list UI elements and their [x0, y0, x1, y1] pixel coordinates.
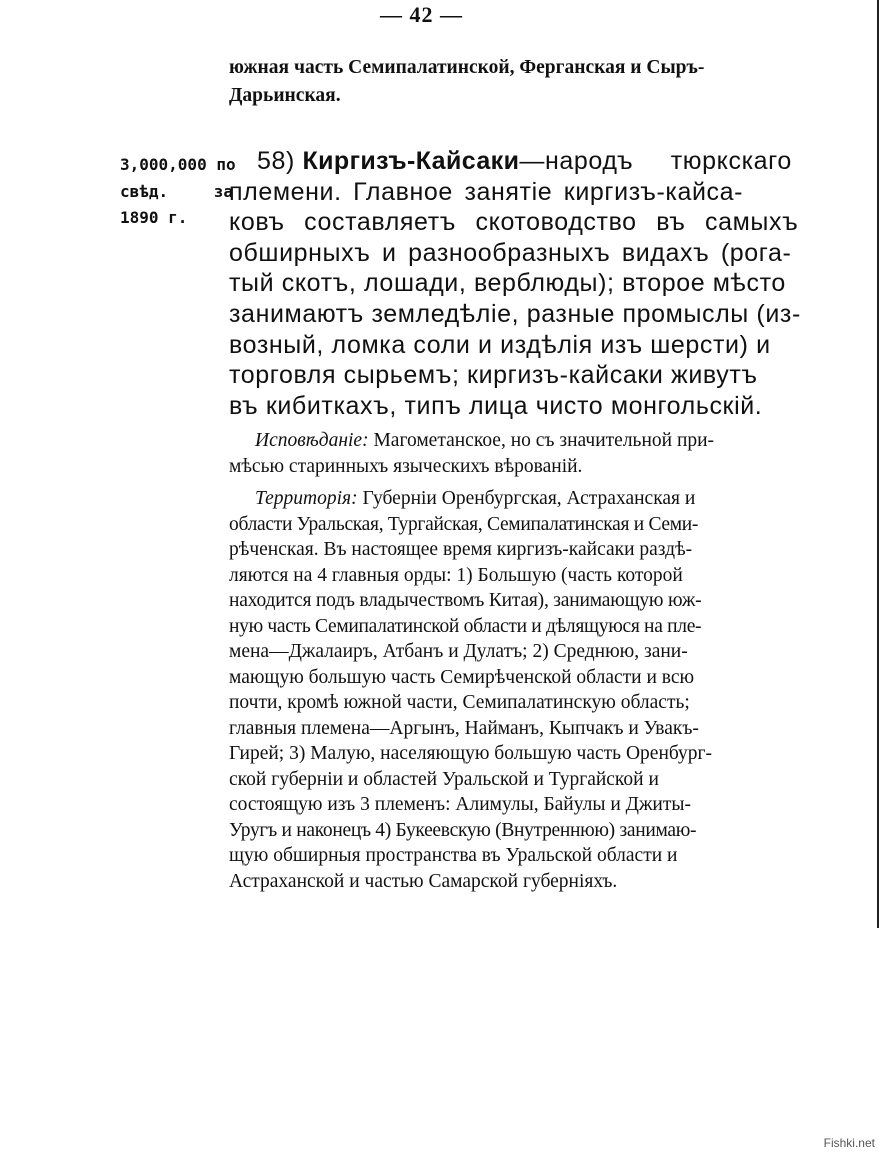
entry-line: племени. Главное занятіе киргизъ-кайса- — [229, 177, 744, 206]
entry-line: обширныхъ и разнообразныхъ видахъ (рога- — [229, 238, 792, 267]
entry-paragraph — [229, 146, 801, 421]
territory-first-line — [229, 486, 755, 512]
territory-line: ляются на 4 главныя орды: 1) Большую (часть которой — [229, 564, 683, 586]
territory-label: Территорія: — [255, 488, 358, 509]
entry-name: Киргизъ-Кайсаки — [302, 147, 520, 175]
territory-line: Уругъ и наконецъ 4) Букеевскую (Внутреннюю) занимаю- — [229, 819, 697, 841]
territory-line: ской губерніи и областей Уральской и Тургайской и — [229, 768, 659, 790]
entry-first-line — [229, 146, 792, 177]
religion-first-line-rest: Магометанское, но съ значительной при- — [373, 430, 715, 451]
continuation-text-1: южная часть Семипалатинской, Ферганская и Сыръ- — [229, 57, 705, 78]
entry-line: занимаютъ земледѣліе, разные промыслы (из- — [229, 299, 801, 328]
territory-first-line-rest: Губерніи Оренбургская, Астраханская и — [362, 488, 696, 509]
territory-line: мена—Джалаиръ, Атбанъ и Дулатъ; 2) Среднюю, зани- — [229, 641, 688, 662]
margin-note-line-2 — [120, 179, 234, 206]
territory-line: области Уральская, Тургайская, Семипалатинская и Семи- — [229, 513, 699, 535]
territory-line: щую обширныя пространства въ Уральской области и — [229, 845, 678, 866]
territory-line: мающую большую часть Семирѣченской области и всю — [229, 666, 695, 688]
territory-line: находится подъ владычествомъ Китая), занимающую юж- — [229, 590, 702, 611]
entry-line: торговля сырьемъ; киргизъ-кайсаки живутъ — [229, 361, 758, 390]
religion-label: Исповѣданіе: — [255, 430, 369, 451]
entry-line: возный, ломка соли и издѣлія изъ шерсти) и — [229, 330, 771, 359]
continuation-paragraph — [229, 54, 757, 110]
religion-first-line — [229, 428, 755, 454]
margin-note-line-2-text: свѣд. за — [120, 181, 234, 201]
religion-line: мѣсью старинныхъ языческихъ вѣрованій. — [229, 455, 583, 477]
entry-line: тый скотъ, лошади, верблюды); второе мѣсто — [229, 269, 786, 298]
territory-line: Астраханской и частью Самарской губерніяхъ. — [229, 870, 618, 892]
territory-paragraph — [229, 486, 755, 894]
entry-number: 58) — [257, 147, 295, 175]
page-number: — 42 — — [380, 2, 463, 27]
territory-line: главныя племена—Аргынъ, Найманъ, Кыпчакъ и Увакъ- — [229, 717, 699, 739]
continuation-line-1 — [229, 54, 757, 82]
margin-note-line-3: 1890 г. — [120, 208, 188, 227]
watermark: Fishki.net — [823, 1136, 875, 1150]
territory-line: ную часть Семипалатинской области и дѣлящуюся на пле- — [229, 615, 702, 637]
territory-line: рѣченская. Въ настоящее время киргизъ-кайсаки раздѣ- — [229, 539, 693, 560]
margin-note-line-1: 3,000,000 по — [120, 155, 236, 174]
territory-line: состоящую изъ 3 племенъ: Алимулы, Байулы и Джиты- — [229, 794, 691, 815]
entry-dash: — — [519, 147, 545, 175]
entry-first-line-rest: народъ тюркскаго — [544, 147, 792, 175]
religion-paragraph — [229, 428, 755, 479]
entry-line: въ кибиткахъ, типъ лица чисто монгольскій. — [229, 391, 763, 420]
continuation-line-2: Дарьинская. — [229, 85, 341, 106]
entry-line: ковъ составляетъ скотоводство въ самыхъ — [229, 208, 799, 237]
territory-line: Гирей; 3) Малую, населяющую большую часть Оренбург- — [229, 743, 713, 764]
margin-note — [120, 152, 236, 232]
territory-line: почти, кромѣ южной части, Семипалатинскую область; — [229, 692, 690, 713]
